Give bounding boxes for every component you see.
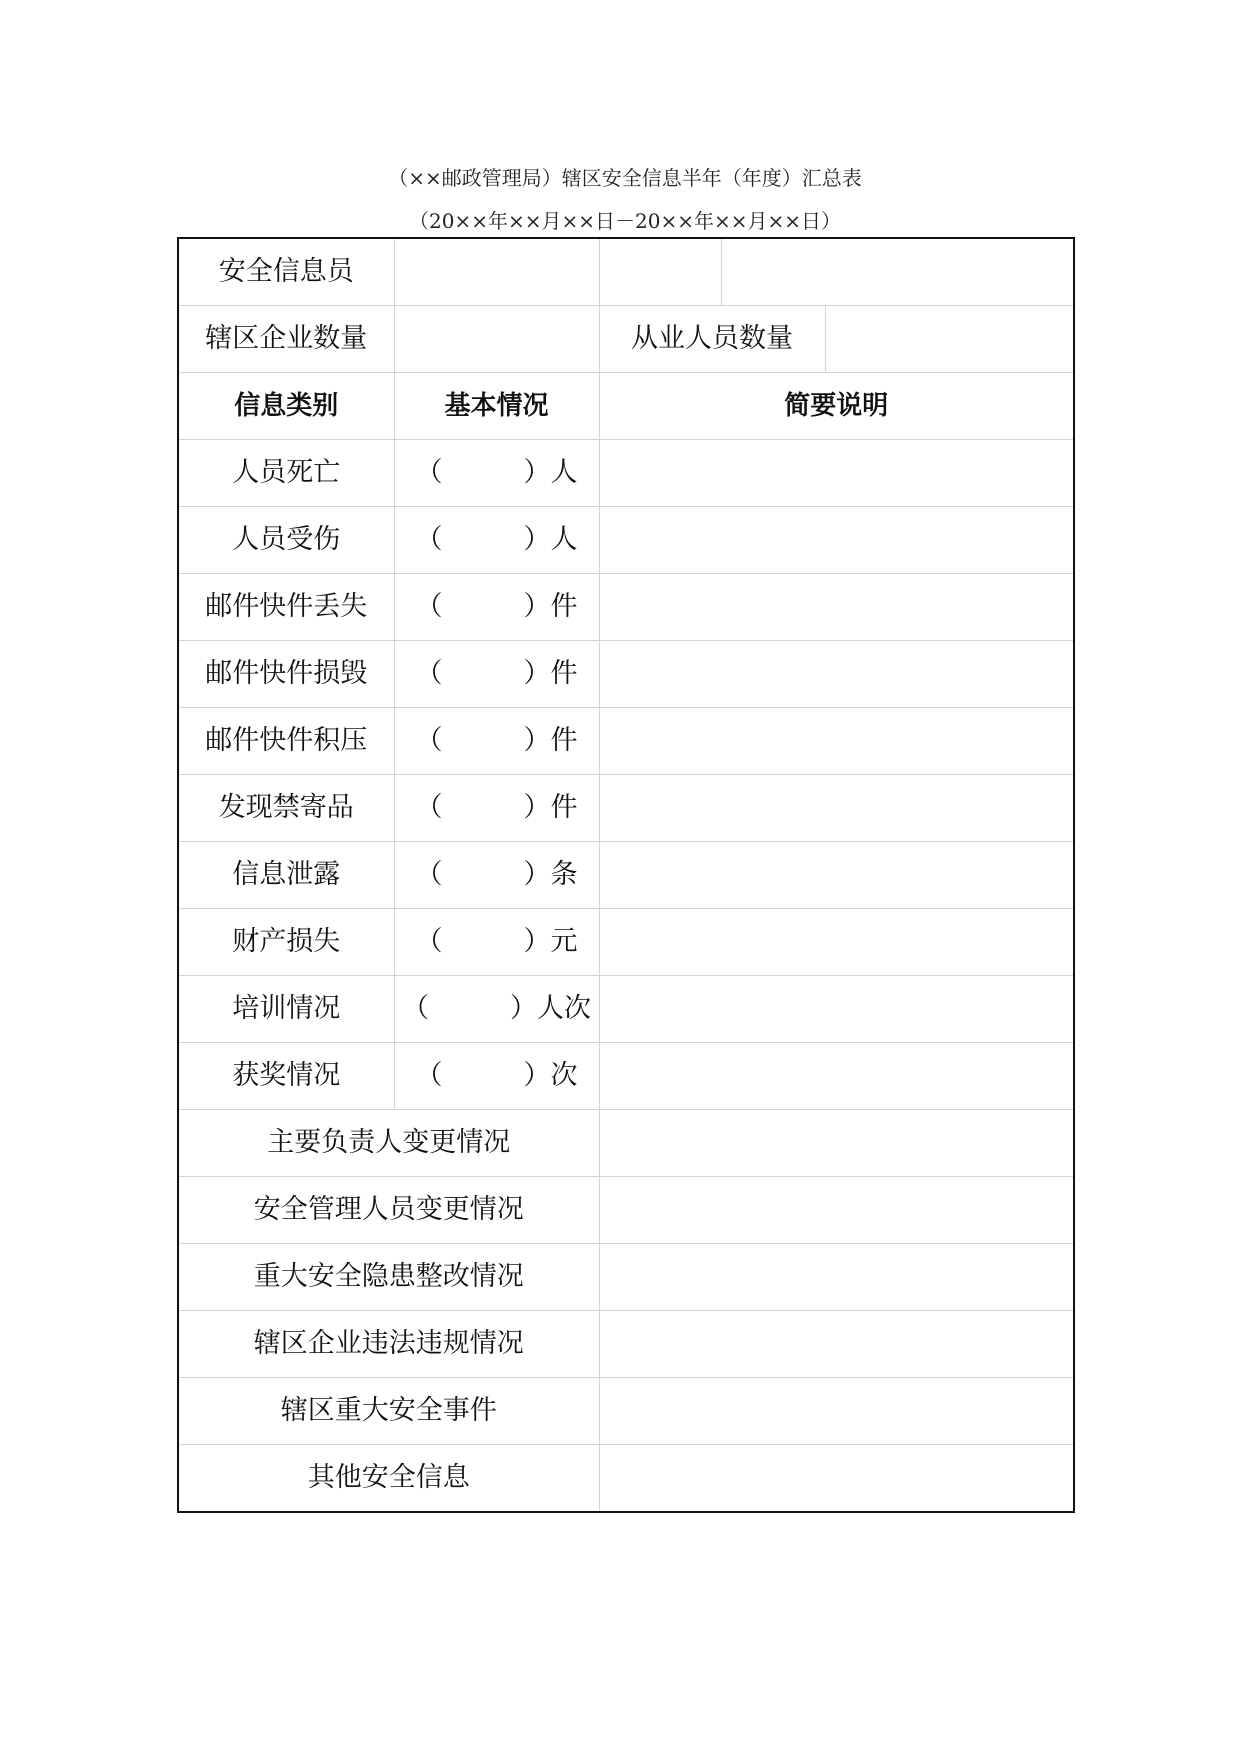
row-category-label: 邮件快件丢失 (178, 574, 394, 641)
table-row (178, 641, 1074, 708)
info-officer-extra-cell (599, 238, 721, 306)
row-basic-value: （ ）件 (394, 708, 599, 775)
row-description-cell (599, 708, 1074, 775)
row-category-label: 获奖情况 (178, 1043, 394, 1110)
row-topic-label: 辖区重大安全事件 (178, 1378, 599, 1445)
employee-count-value-cell (825, 306, 1074, 373)
row-category-label: 财产损失 (178, 909, 394, 976)
column-header-description: 简要说明 (599, 373, 1074, 440)
table-row (178, 976, 1074, 1043)
row-topic-label: 其他安全信息 (178, 1445, 599, 1513)
table-row (178, 708, 1074, 775)
table-row (178, 440, 1074, 507)
row-basic-value: （ ）人 (394, 507, 599, 574)
table-row (178, 1043, 1074, 1110)
row-description-cell (599, 976, 1074, 1043)
column-header-basic: 基本情况 (394, 373, 599, 440)
row-description-cell (599, 842, 1074, 909)
table-row (178, 909, 1074, 976)
row-category-label: 人员死亡 (178, 440, 394, 507)
table-row (178, 842, 1074, 909)
document-title: （××邮政管理局）辖区安全信息半年（年度）汇总表 (388, 166, 862, 190)
table-header-row (178, 373, 1074, 440)
row-basic-value: （ ）件 (394, 641, 599, 708)
table-row (178, 1311, 1074, 1378)
row-description-cell (599, 1177, 1074, 1244)
row-description-cell (599, 641, 1074, 708)
row-basic-value: （ ）人次 (394, 976, 599, 1043)
row-category-label: 邮件快件积压 (178, 708, 394, 775)
info-officer-value-cell (394, 238, 599, 306)
row-description-cell (599, 1043, 1074, 1110)
row-description-cell (599, 1445, 1074, 1513)
row-category-label: 信息泄露 (178, 842, 394, 909)
row-description-cell (599, 574, 1074, 641)
row-topic-label: 安全管理人员变更情况 (178, 1177, 599, 1244)
row-description-cell (599, 507, 1074, 574)
info-officer-extra-cell-2 (721, 238, 1074, 306)
table-row (178, 507, 1074, 574)
row-topic-label: 主要负责人变更情况 (178, 1110, 599, 1177)
table-row (178, 775, 1074, 842)
row-basic-value: （ ）次 (394, 1043, 599, 1110)
enterprise-count-label: 辖区企业数量 (178, 306, 394, 373)
row-description-cell (599, 1110, 1074, 1177)
row-category-label: 人员受伤 (178, 507, 394, 574)
row-description-cell (599, 440, 1074, 507)
table-row (178, 1110, 1074, 1177)
row-basic-value: （ ）件 (394, 775, 599, 842)
info-officer-label: 安全信息员 (178, 238, 394, 306)
summary-table (177, 237, 1075, 1513)
table-row (178, 1445, 1074, 1513)
table-row-counts (178, 306, 1074, 373)
table-row-info-officer (178, 238, 1074, 306)
table-row (178, 1244, 1074, 1311)
row-topic-label: 辖区企业违法违规情况 (178, 1311, 599, 1378)
row-basic-value: （ ）人 (394, 440, 599, 507)
enterprise-count-value-cell (394, 306, 599, 373)
table-row (178, 1177, 1074, 1244)
row-basic-value: （ ）件 (394, 574, 599, 641)
row-description-cell (599, 775, 1074, 842)
document-period: （20××年××月××日－20××年××月××日） (409, 209, 841, 233)
table-row (178, 1378, 1074, 1445)
row-basic-value: （ ）条 (394, 842, 599, 909)
row-description-cell (599, 1311, 1074, 1378)
row-topic-label: 重大安全隐患整改情况 (178, 1244, 599, 1311)
row-description-cell (599, 909, 1074, 976)
row-basic-value: （ ）元 (394, 909, 599, 976)
column-header-category: 信息类别 (178, 373, 394, 440)
table-row (178, 574, 1074, 641)
employee-count-label: 从业人员数量 (599, 306, 825, 373)
row-category-label: 发现禁寄品 (178, 775, 394, 842)
row-category-label: 邮件快件损毁 (178, 641, 394, 708)
row-category-label: 培训情况 (178, 976, 394, 1043)
row-description-cell (599, 1244, 1074, 1311)
row-description-cell (599, 1378, 1074, 1445)
